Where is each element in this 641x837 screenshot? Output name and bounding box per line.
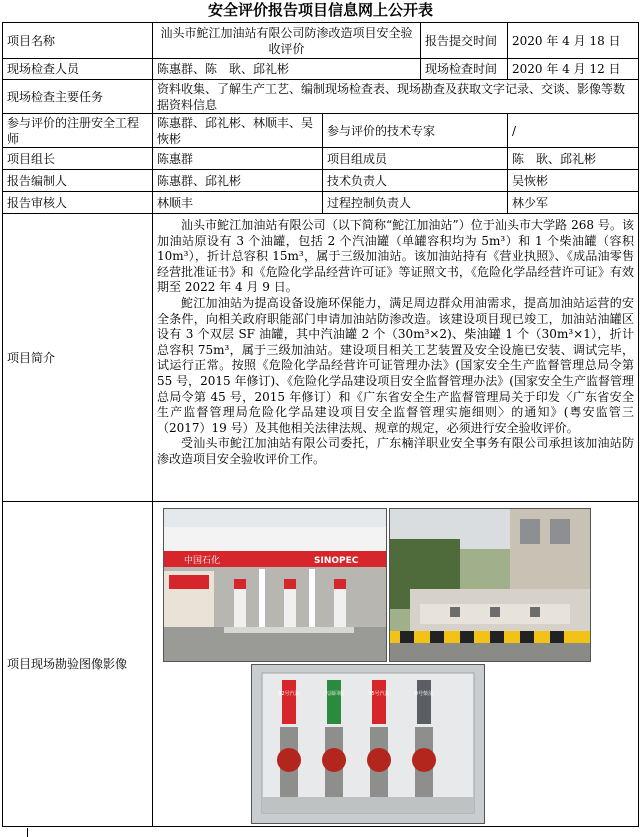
page-title: 安全评价报告项目信息网上公开表 <box>207 1 433 19</box>
process-lead-label: 过程控制负责人 <box>323 192 508 214</box>
report-date-value: 2020 年 4 月 18 日 <box>508 23 639 59</box>
intro-paragraph-1: 汕头市鮀江加油站有限公司（以下简称“鮀江加油站”）位于汕头市大学路 268 号。该加油站原设有 3 个油罐，包括 2 个汽油罐（单罐容积均为 5m³）和 1 个柴油罐（容积 10m³），折计总容积 15m³，属于三级加油站。该加油站持有《营业执照》、《成品油零售经营批准证书》和《危险化学品经营许可证》等证照文书，《危险化学品经营许可证》有效期至 2022 年 4 月 9 日。 <box>157 218 635 295</box>
valve-tag-4: 0号柴油 <box>414 691 434 697</box>
station-canopy-image <box>164 509 386 661</box>
intro-paragraph-3: 受汕头市鮀江加油站有限公司委托，广东楠洋职业安全事务有限公司承担该加油站防渗改造项目安全验收评价工作。 <box>157 436 635 466</box>
reviewer-value: 林顺丰 <box>153 192 323 214</box>
project-name-label: 项目名称 <box>3 23 153 59</box>
intro-label: 项目简介 <box>3 214 153 502</box>
tech-lead-value: 吴恢彬 <box>508 170 639 192</box>
tank-area-image <box>390 509 590 661</box>
experts-value: / <box>508 114 639 148</box>
engineers-label: 参与评价的注册安全工程师 <box>3 114 153 148</box>
members-label: 项目组成员 <box>323 148 508 170</box>
row-leader <box>3 148 639 170</box>
engineers-value: 陈惠群、邱礼彬、林顺丰、吴恢彬 <box>153 114 323 148</box>
inspect-date-label: 现场检查时间 <box>421 59 508 80</box>
photo-station-canopy <box>163 508 387 662</box>
process-lead-value: 林少军 <box>508 192 639 214</box>
canopy-brand: SINOPEC <box>314 556 359 566</box>
canopy-brand-cn: 中国石化 <box>184 556 221 566</box>
author-value: 陈惠群、邱礼彬 <box>153 170 323 192</box>
row-project-name <box>3 23 639 59</box>
inspectors-label: 现场检查人员 <box>3 59 153 80</box>
valve-tag-3: 95号汽油 <box>368 691 390 697</box>
valve-cabinet-image <box>252 665 484 823</box>
inspect-date-value: 2020 年 4 月 12 日 <box>508 59 639 80</box>
photo-tank-area <box>389 508 591 662</box>
row-reviewer <box>3 192 639 214</box>
leader-label: 项目组长 <box>3 148 153 170</box>
row-author <box>3 170 639 192</box>
photo-valve-cabinet <box>251 664 485 824</box>
row-inspectors <box>3 59 639 80</box>
author-label: 报告编制人 <box>3 170 153 192</box>
page-edge-mark <box>27 828 28 837</box>
members-value: 陈 耿、邱礼彬 <box>508 148 639 170</box>
project-name-value: 汕头市鮀江加油站有限公司防渗改造项目安全验收评价 <box>153 23 421 59</box>
valve-tag-2: 汽油回收 <box>323 691 345 697</box>
photos-label: 项目现场勘验图像影像 <box>3 502 153 827</box>
photos-cell <box>153 502 639 827</box>
experts-label: 参与评价的技术专家 <box>323 114 508 148</box>
info-table <box>2 22 639 827</box>
row-tasks <box>3 80 639 114</box>
tasks-value: 资料收集、了解生产工艺、编制现场检查表、现场勘查及获取文字记录、交谈、影像等数据资料信息 <box>153 80 639 114</box>
report-date-label: 报告提交时间 <box>421 23 508 59</box>
row-intro <box>3 214 639 502</box>
row-photos <box>3 502 639 827</box>
tech-lead-label: 技术负责人 <box>323 170 508 192</box>
inspectors-value: 陈惠群、陈 耿、邱礼彬 <box>153 59 421 80</box>
row-engineers <box>3 114 639 148</box>
intro-text <box>153 214 639 502</box>
valve-tag-1: 92号汽油 <box>278 691 300 697</box>
intro-paragraph-2: 鮀江加油站为提高设备设施环保能力，满足周边群众用油需求，提高加油站运营的安全条件，向相关政府职能部门申请加油站防渗改造。该建设项目现已竣工，加油站油罐区设有 3 个双层 SF 油罐，其中汽油罐 2 个（30m³×2)、柴油罐 1 个（30m³×1），折计总容积 75m³，属于三级加油站。建设项目相关工艺装置及安全设施已安装、调试完毕，试运行正常。按照《危险化学品经营许可证管理办法》(国家安全生产监督管理总局令第 55 号，2015 年修订)、《危险化学品建设项目安全监督管理办法》(国家安全生产监督管理总局令第 45 号，2015 年修订）和《广东省安全生产监督管理局关于印发〈广东省安全生产监督管理局危险化学品建设项目安全监督管理实施细则〉的通知》(粤安监管三（2017）19 号）及其他相关法律法规、规章的规定，必须进行安全验收评价。 <box>157 295 635 435</box>
leader-value: 陈惠群 <box>153 148 323 170</box>
reviewer-label: 报告审核人 <box>3 192 153 214</box>
tasks-label: 现场检查主要任务 <box>3 80 153 114</box>
